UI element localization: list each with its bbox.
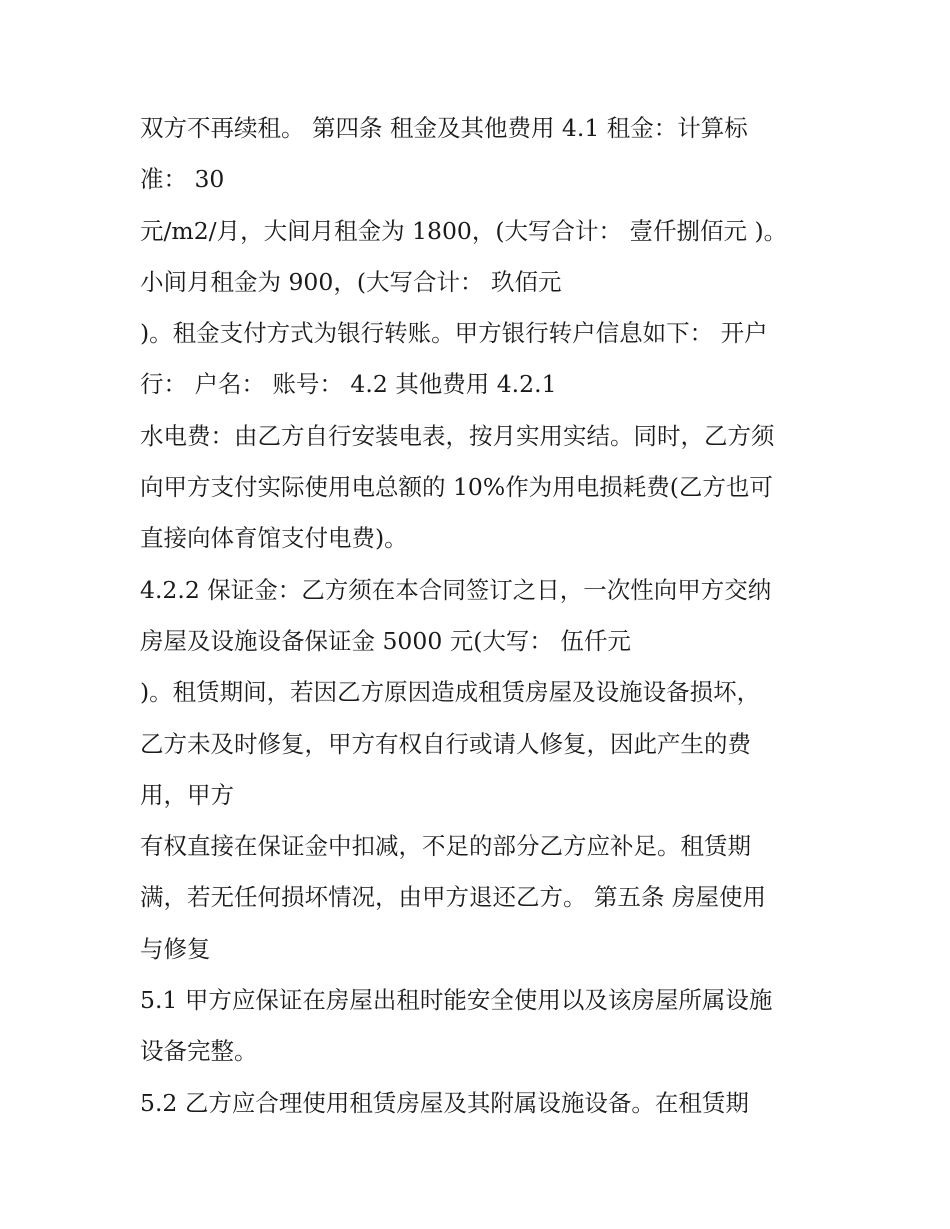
text-line: 乙方未及时修复，甲方有权自行或请人修复，因此产生的费 bbox=[140, 729, 751, 758]
text-line: 有权直接在保证金中扣减，不足的部分乙方应补足。租赁期 bbox=[140, 832, 751, 861]
text-line: 双方不再续租。 第四条 租金及其他费用 4.1 租金：计算标 bbox=[140, 114, 748, 142]
text-line: 房屋及设施设备保证金 5000 元(大写： 伍仟元 bbox=[140, 626, 631, 655]
text-line: 5.1 甲方应保证在房屋出租时能安全使用以及该房屋所属设施 bbox=[140, 986, 773, 1015]
text-line: 5.2 乙方应合理使用租赁房屋及其附属设施设备。在租赁期 bbox=[140, 1088, 749, 1117]
text-line: )。租赁期间，若因乙方原因造成租赁房屋及设施设备损坏， bbox=[140, 678, 761, 707]
text-line: 行： 户名： 账号： 4.2 其他费用 4.2.1 bbox=[140, 370, 557, 399]
contract-text bbox=[140, 106, 830, 1132]
text-line: 与修复 bbox=[140, 934, 211, 963]
text-line: 向甲方支付实际使用电总额的 10%作为用电损耗费(乙方也可 bbox=[140, 473, 773, 502]
text-line: 满，若无任何损坏情况，由甲方退还乙方。 第五条 房屋使用 bbox=[140, 883, 766, 912]
text-line: 用，甲方 bbox=[140, 780, 234, 809]
text-line: 设备完整。 bbox=[140, 1037, 258, 1066]
text-line: 4.2.2 保证金：乙方须在本合同签订之日，一次性向甲方交纳 bbox=[140, 575, 772, 604]
text-line: 直接向体育馆支付电费)。 bbox=[140, 524, 408, 553]
text-line: 水电费：由乙方自行安装电表，按月实用实结。同时，乙方须 bbox=[140, 421, 775, 450]
text-line: 准： 30 bbox=[140, 165, 225, 194]
text-line: 元/m2/月，大间月租金为 1800，(大写合计： 壹仟捌佰元 )。 bbox=[140, 216, 788, 245]
text-line: 小间月租金为 900，(大写合计： 玖佰元 bbox=[140, 267, 562, 296]
text-line: )。租金支付方式为银行转账。甲方银行转户信息如下： 开户 bbox=[140, 319, 768, 348]
